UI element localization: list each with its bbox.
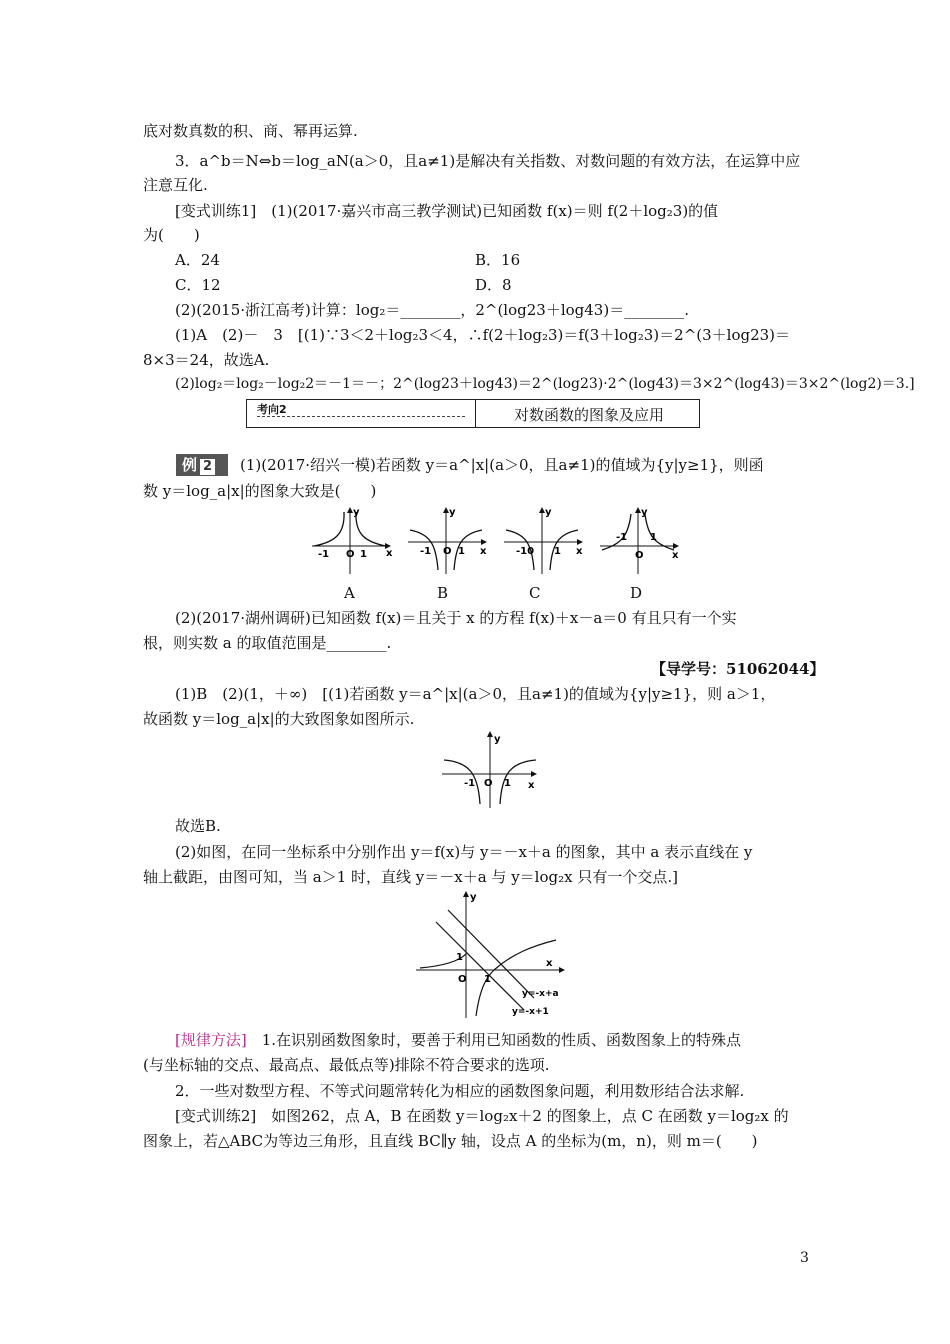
graph-d-neg1: -1 [616, 532, 628, 543]
graph-d-x: x [672, 550, 679, 561]
option-a: A．24 [175, 251, 220, 269]
example-q2-line2: 根，则实数 a 的取值范围是________. [143, 634, 392, 652]
answer2-end: 故选B. [175, 817, 221, 835]
graph-d [600, 507, 679, 574]
example-q1-line2: 数 y＝log_a|x|的图象大致是( ) [143, 482, 377, 500]
line-label-a: y=-x+a [522, 989, 559, 999]
exercise1-line1: [变式训练1] (1)(2017·嘉兴市高三教学测试)已知函数 f(x)＝则 f(2＋log₂3)的值 [175, 202, 719, 220]
option-graphs [310, 504, 690, 576]
graph-a-1: 1 [360, 549, 367, 560]
graph-b [408, 507, 487, 574]
exercise2-line2: 图象上，若△ABC为等边三角形，且直线 BC∥y 轴，设点 A 的坐标为(m，n)，则 m＝( ) [143, 1132, 758, 1150]
graph-d-o: O [635, 550, 644, 561]
exercise1-line2: 为( ) [143, 226, 200, 244]
answer2-line1: (1)B (2)(1，＋∞) [(1)若函数 y＝a^|x|(a＞0，且a≠1)的值域为{y|y≥1}，则 a＞1， [175, 685, 776, 703]
answer2-part2-line2: 轴上截距，由图可知，当 a＞1 时，直线 y＝－x＋a 与 y＝log₂x 只有一个交点.] [143, 868, 678, 886]
example-q2-line1: (2)(2017·湖州调研)已知函数 f(x)＝且关于 x 的方程 f(x)＋x－a＝0 有且只有一个实 [175, 609, 737, 627]
graph-c-y: y [545, 507, 552, 518]
graph-b-y: y [449, 507, 456, 518]
answer-graph-b-neg1: -1 [464, 778, 476, 789]
answer-graph-b [440, 728, 540, 810]
answer-graph-b-o: O [484, 778, 493, 789]
answer-graph-lines-o: O [458, 974, 467, 985]
option-b: B．16 [475, 251, 521, 269]
example-q1-line1: (1)(2017·绍兴一模)若函数 y＝a^|x|(a＞0，且a≠1)的值域为{y|y≥1}，则函 [240, 456, 764, 474]
option-label-b: B [437, 584, 449, 602]
example-badge-number: 2 [200, 459, 215, 475]
option-label-c: C [529, 584, 541, 602]
text-line-1: 底对数真数的积、商、幂再运算. [143, 122, 358, 140]
graph-a-o: O [346, 549, 355, 560]
guide-number: 【导学号：51062044】 [651, 660, 825, 678]
text-line-3: 注意互化. [143, 176, 208, 194]
answer-graph-lines [414, 888, 574, 1020]
graph-c-x: x [576, 546, 583, 557]
method-line2: (与坐标轴的交点、最高点、最低点等)排除不符合要求的选项. [143, 1056, 550, 1074]
graph-a [312, 507, 393, 574]
option-c: C．12 [175, 276, 221, 294]
graph-b-neg1: -1 [420, 546, 432, 557]
example-badge-label: 例 [182, 456, 198, 474]
option-label-a: A [344, 584, 355, 602]
graph-c-1: 1 [554, 546, 561, 557]
section-box [246, 399, 700, 428]
section-box-left [247, 400, 476, 427]
exercise1-part2: (2)(2015·浙江高考)计算：log₂＝________，2^(log23＋log43)＝________. [175, 301, 689, 319]
exercise2-line1: [变式训练2] 如图262，点 A，B 在函数 y＝log₂x＋2 的图象上，点 C 在函数 y＝log₂x 的 [175, 1107, 789, 1125]
answer-graph-b-y: y [494, 734, 501, 745]
graph-c [504, 507, 583, 574]
option-label-d: D [630, 584, 643, 602]
text-line-2: 3．a^b＝N⇔b＝log_aN(a＞0，且a≠1)是解决有关指数、对数问题的有效方法，在运算中应 [175, 152, 801, 170]
method-text1: 1.在识别函数图象时，要善于利用已知函数的性质、函数图象上的特殊点 [261, 1031, 742, 1049]
graph-b-x: x [480, 546, 487, 557]
method-tag: [规律方法] [175, 1031, 247, 1049]
example-badge [176, 454, 228, 476]
page-number: 3 [800, 1250, 809, 1266]
answer-graph-b-x: x [528, 780, 535, 791]
line-label-1: y=-x+1 [512, 1007, 549, 1017]
graph-d-1: 1 [650, 532, 657, 543]
answer-graph-lines-1x: 1 [484, 974, 491, 985]
method-line3: 2．一些对数型方程、不等式问题常转化为相应的函数图象问题，利用数形结合法求解. [175, 1082, 745, 1100]
graph-d-y: y [641, 507, 648, 518]
answer1-line3: (2)log₂＝log₂－log₂2＝－1＝－；2^(log23＋log43)＝2^(log23)·2^(log43)＝3×2^(log43)＝3×2^(log2)＝3.] [175, 376, 915, 392]
section-tag: 考向2 [257, 403, 287, 416]
section-title: 对数函数的图象及应用 [513, 406, 664, 424]
answer-graph-lines-y: y [470, 892, 477, 903]
answer1-line2: 8×3＝24，故选A. [143, 351, 270, 369]
graph-a-neg1: -1 [318, 549, 330, 560]
answer2-part2-line1: (2)如图，在同一坐标系中分别作出 y＝f(x)与 y＝－x＋a 的图象，其中 a 表示直线在 y [175, 843, 753, 861]
dashed-divider [257, 416, 465, 417]
graph-b-1: 1 [458, 546, 465, 557]
answer-graph-lines-x: x [546, 958, 553, 969]
graph-c-neg10: -10 [516, 546, 535, 557]
answer-graph-lines-1y: 1 [456, 952, 463, 963]
method-line1 [175, 1030, 741, 1050]
graph-a-x: x [386, 548, 393, 559]
answer-graph-b-1: 1 [504, 778, 511, 789]
graph-b-o: O [443, 546, 452, 557]
answer2-line2: 故函数 y＝log_a|x|的大致图象如图所示. [143, 710, 415, 728]
graph-a-y: y [353, 507, 360, 518]
answer1-line1: (1)A (2)－ 3 [(1)∵3＜2＋log₂3＜4，∴f(2＋log₂3)＝f(3＋log₂3)＝2^(3＋log23)＝ [175, 326, 791, 344]
option-d: D．8 [475, 276, 512, 294]
